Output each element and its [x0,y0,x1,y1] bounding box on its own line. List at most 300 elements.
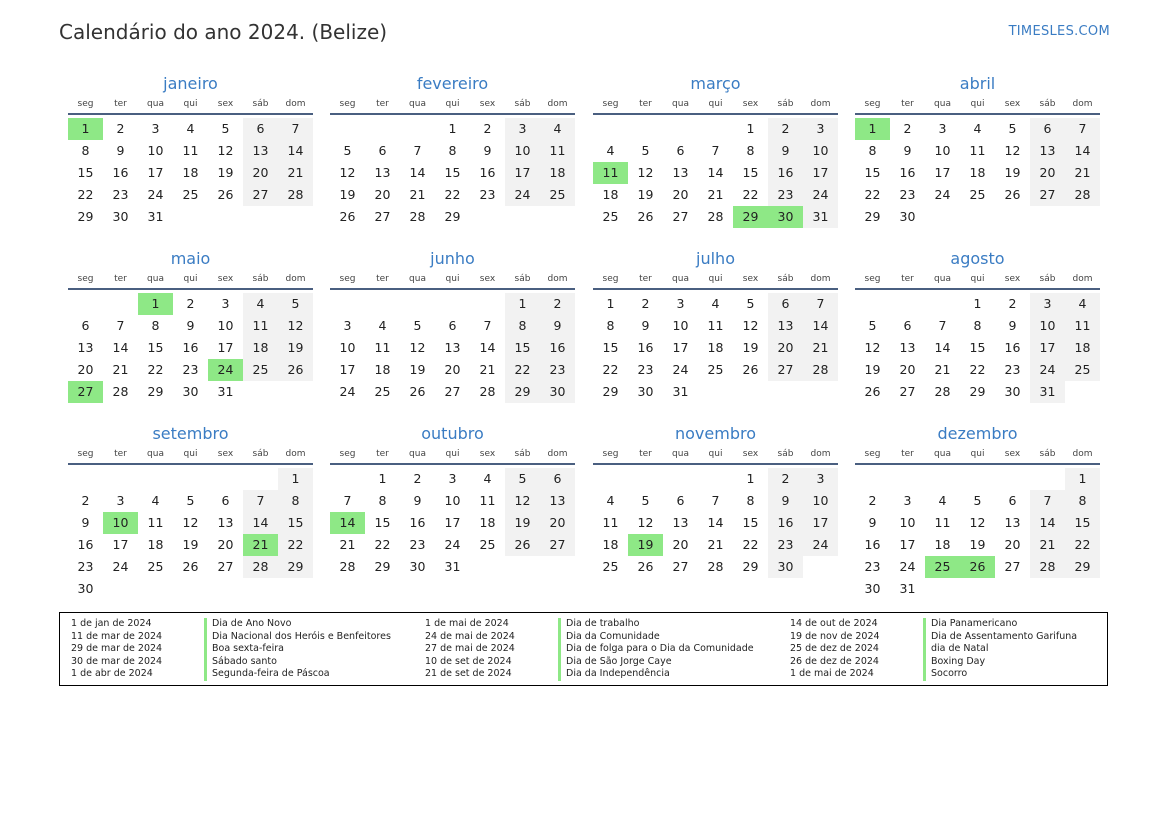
day-cell: 19 [278,337,313,359]
weekday-label: seg [864,99,881,109]
day-cell: 1 [746,121,755,136]
day-cell: 16 [540,337,575,359]
day-cell: 6 [1008,493,1017,508]
week-row [330,556,575,578]
day-cell: 6 [540,468,575,490]
day-cell: 29 [147,384,164,399]
day-cell: 29 [505,381,540,403]
holiday-name: Dia de Assentamento Garifuna [931,630,1078,642]
week-row [855,468,1100,490]
day-cell: 29 [77,209,94,224]
week-row [68,206,313,228]
week-row [68,162,313,184]
weekday-label: qui [183,99,198,109]
day-cell: 17 [899,537,916,552]
day-cell: 17 [444,515,461,530]
day-cell: 12 [864,340,881,355]
day-cell: 26 [505,534,540,556]
empty-cell [505,206,540,228]
day-cell: 21 [707,537,724,552]
day-cell: 19 [742,340,759,355]
day-cell: 26 [637,559,654,574]
weekday-label: qui [183,274,198,284]
day-cell: 15 [602,340,619,355]
week-row [68,293,313,315]
weekday-label: dom [1072,274,1093,284]
day-cell: 18 [374,362,391,377]
header-divider [330,288,575,290]
week-row [855,490,1100,512]
month-dezembro [855,422,1100,600]
day-cell: 13 [540,490,575,512]
day-cell: 3 [803,118,838,140]
holiday-marker [204,656,207,669]
weekday-label: seg [339,449,356,459]
day-cell: 12 [278,315,313,337]
month-name: dezembro [937,424,1018,443]
day-cell: 20 [243,162,278,184]
holiday-date: 26 de dez de 2024 [790,655,879,667]
day-cell: 7 [1065,118,1100,140]
day-cell: 24 [899,559,916,574]
holiday-day-cell: 14 [330,512,365,534]
day-cell: 13 [672,165,689,180]
day-cell: 7 [1030,490,1065,512]
week-row [855,337,1100,359]
day-cell: 17 [112,537,129,552]
day-cell: 17 [147,165,164,180]
day-cell: 28 [339,559,356,574]
day-cell: 14 [803,315,838,337]
day-cell: 25 [243,359,278,381]
day-cell: 9 [81,515,90,530]
day-cell: 2 [868,493,877,508]
week-row [855,206,1100,228]
day-cell: 4 [151,493,160,508]
day-cell: 19 [505,512,540,534]
week-row [593,468,838,490]
empty-cell [470,556,505,578]
day-cell: 3 [151,121,160,136]
day-cell: 19 [637,187,654,202]
week-row [68,184,313,206]
day-cell: 9 [483,143,492,158]
weekday-label: qua [147,274,164,284]
day-cell: 24 [803,534,838,556]
day-cell: 11 [243,315,278,337]
day-cell: 14 [707,515,724,530]
month-fevereiro [330,72,575,228]
month-name: janeiro [163,74,218,93]
day-cell: 2 [1008,296,1017,311]
empty-cell [278,381,313,403]
month-name: abril [959,74,996,93]
day-cell: 6 [81,318,90,333]
day-cell: 21 [112,362,129,377]
week-row [330,315,575,337]
day-cell: 31 [672,384,689,399]
weekday-label: sex [479,449,496,459]
day-cell: 9 [641,318,650,333]
day-cell: 26 [1004,187,1021,202]
day-cell: 27 [217,559,234,574]
holiday-marker [558,656,561,669]
week-row [855,381,1100,403]
day-cell: 26 [637,209,654,224]
day-cell: 10 [803,140,838,162]
day-cell: 31 [899,581,916,596]
day-cell: 20 [217,537,234,552]
day-cell: 7 [938,318,947,333]
weekday-label: seg [602,449,619,459]
day-cell: 21 [479,362,496,377]
day-cell: 19 [1004,165,1021,180]
day-cell: 5 [1008,121,1017,136]
day-cell: 4 [378,318,387,333]
day-cell: 22 [444,187,461,202]
day-cell: 14 [479,340,496,355]
day-cell: 15 [374,515,391,530]
day-cell: 7 [803,293,838,315]
day-cell: 8 [868,143,877,158]
day-cell: 28 [278,184,313,206]
day-cell: 21 [278,162,313,184]
day-cell: 13 [243,140,278,162]
day-cell: 22 [505,359,540,381]
weekday-label: qui [183,449,198,459]
empty-cell [698,118,733,140]
day-cell: 31 [217,384,234,399]
day-cell: 16 [864,537,881,552]
day-cell: 5 [186,493,195,508]
day-cell: 6 [243,118,278,140]
day-cell: 3 [221,296,230,311]
day-cell: 23 [768,534,803,556]
weekday-label: dom [810,449,831,459]
empty-cell [890,468,925,490]
day-cell: 17 [217,340,234,355]
day-cell: 25 [707,362,724,377]
weekday-label: seg [339,274,356,284]
empty-cell [173,206,208,228]
week-row [593,206,838,228]
legend-row [71,618,391,631]
month-novembro [593,422,838,578]
day-cell: 16 [479,165,496,180]
day-cell: 5 [641,143,650,158]
holiday-day-cell: 1 [855,118,890,140]
month-name: setembro [152,424,229,443]
holiday-marker [204,643,207,656]
day-cell: 8 [606,318,615,333]
day-cell: 27 [768,359,803,381]
weekday-label: sex [1004,99,1021,109]
day-cell: 12 [742,318,759,333]
empty-cell [925,293,960,315]
holiday-name: Dia Panamericano [931,618,1018,629]
week-row [68,337,313,359]
day-cell: 8 [746,493,755,508]
weekday-label: ter [639,449,652,459]
day-cell: 2 [540,293,575,315]
holiday-name: Dia da Independência [566,668,670,679]
day-cell: 13 [77,340,94,355]
day-cell: 3 [448,471,457,486]
legend-row [425,631,754,644]
day-cell: 14 [1030,512,1065,534]
empty-cell [803,556,838,578]
weekday-header [855,447,1100,461]
day-cell: 28 [1030,556,1065,578]
day-cell: 28 [707,209,724,224]
holiday-marker [558,668,561,681]
day-cell: 22 [77,187,94,202]
empty-cell [855,468,890,490]
legend-row [71,643,391,656]
day-cell: 22 [602,362,619,377]
day-cell: 21 [934,362,951,377]
month-março [593,72,838,228]
day-cell: 29 [278,556,313,578]
empty-cell [628,118,663,140]
day-cell: 27 [374,209,391,224]
holiday-name: Dia Nacional dos Heróis e Benfeitores [212,630,391,642]
day-cell: 3 [903,493,912,508]
week-row [855,512,1100,534]
day-cell: 18 [479,515,496,530]
empty-cell [138,578,173,600]
day-cell: 8 [505,315,540,337]
weekday-label: ter [901,274,914,284]
weekday-label: qua [672,274,689,284]
calendar-grid [68,72,1103,612]
holiday-marker [923,668,926,681]
day-cell: 1 [378,471,387,486]
holiday-legend [59,612,1108,686]
empty-cell [243,578,278,600]
weekday-label: sex [479,99,496,109]
day-cell: 6 [676,143,685,158]
day-cell: 28 [1065,184,1100,206]
day-cell: 8 [81,143,90,158]
day-cell: 25 [602,209,619,224]
day-cell: 7 [343,493,352,508]
holiday-day-cell: 10 [103,512,138,534]
week-row [855,118,1100,140]
week-row [593,534,838,556]
week-row [330,468,575,490]
day-cell: 16 [182,340,199,355]
month-name: outubro [421,424,484,443]
day-cell: 3 [938,121,947,136]
day-cell: 23 [77,559,94,574]
weekday-header [330,97,575,111]
weekday-label: qua [409,274,426,284]
week-row [330,359,575,381]
day-cell: 24 [934,187,951,202]
weekday-label: sáb [1039,99,1056,109]
holiday-day-cell: 1 [68,118,103,140]
day-cell: 5 [221,121,230,136]
empty-cell [103,468,138,490]
day-cell: 24 [147,187,164,202]
day-cell: 15 [77,165,94,180]
day-cell: 10 [505,140,540,162]
day-cell: 13 [672,515,689,530]
day-cell: 10 [899,515,916,530]
empty-cell [243,468,278,490]
weekday-label: qui [708,99,723,109]
empty-cell [995,468,1030,490]
legend-row [425,643,754,656]
weekday-header [68,447,313,461]
empty-cell [1065,206,1100,228]
empty-cell [925,206,960,228]
day-cell: 13 [1004,515,1021,530]
legend-row [790,618,1077,631]
week-row [68,556,313,578]
week-row [68,512,313,534]
day-cell: 18 [182,165,199,180]
day-cell: 9 [413,493,422,508]
day-cell: 1 [448,121,457,136]
weekday-label: qui [445,274,460,284]
month-name: maio [170,249,211,268]
weekday-label: sáb [777,449,794,459]
day-cell: 7 [278,118,313,140]
holiday-name: Boxing Day [931,655,986,667]
holiday-name: dia de Natal [931,643,989,654]
empty-cell [365,293,400,315]
day-cell: 14 [1065,140,1100,162]
day-cell: 2 [768,468,803,490]
day-cell: 5 [413,318,422,333]
day-cell: 28 [803,359,838,381]
day-cell: 18 [707,340,724,355]
weekday-label: qui [970,99,985,109]
weekday-label: seg [77,99,94,109]
day-cell: 21 [803,337,838,359]
day-cell: 27 [444,384,461,399]
day-cell: 9 [540,315,575,337]
weekday-label: seg [864,274,881,284]
holiday-name: Segunda-feira de Páscoa [212,668,330,679]
day-cell: 6 [676,493,685,508]
day-cell: 12 [182,515,199,530]
day-cell: 15 [505,337,540,359]
day-cell: 8 [151,318,160,333]
day-cell: 29 [374,559,391,574]
day-cell: 10 [339,340,356,355]
day-cell: 6 [448,318,457,333]
day-cell: 15 [742,165,759,180]
day-cell: 27 [899,384,916,399]
day-cell: 26 [182,559,199,574]
day-cell: 18 [602,187,619,202]
day-cell: 2 [81,493,90,508]
weekday-label: sáb [1039,449,1056,459]
holiday-day-cell: 30 [768,206,803,228]
day-cell: 23 [864,559,881,574]
weekday-label: dom [285,274,306,284]
day-cell: 8 [1065,490,1100,512]
day-cell: 8 [973,318,982,333]
week-row [68,468,313,490]
weekday-label: seg [864,449,881,459]
header-divider [68,463,313,465]
legend-row [790,631,1077,644]
legend-row [425,618,754,631]
day-cell: 6 [768,293,803,315]
day-cell: 9 [186,318,195,333]
holiday-day-cell: 29 [733,206,768,228]
empty-cell [243,381,278,403]
holiday-date: 1 de mai de 2024 [425,618,509,629]
day-cell: 5 [973,493,982,508]
day-cell: 31 [444,559,461,574]
day-cell: 5 [505,468,540,490]
day-cell: 23 [899,187,916,202]
week-row [593,359,838,381]
day-cell: 12 [409,340,426,355]
day-cell: 27 [540,534,575,556]
holiday-day-cell: 21 [243,534,278,556]
legend-row [790,643,1077,656]
day-cell: 2 [903,121,912,136]
brand-link[interactable]: TIMESLES.COM [1008,24,1110,39]
empty-cell [540,556,575,578]
holiday-marker [923,618,926,631]
day-cell: 20 [77,362,94,377]
day-cell: 13 [217,515,234,530]
day-cell: 14 [707,165,724,180]
empty-cell [365,118,400,140]
day-cell: 20 [672,187,689,202]
day-cell: 29 [742,559,759,574]
header-divider [68,288,313,290]
day-cell: 28 [707,559,724,574]
empty-cell [540,206,575,228]
day-cell: 7 [413,143,422,158]
empty-cell [960,578,995,600]
day-cell: 2 [768,118,803,140]
day-cell: 6 [1030,118,1065,140]
empty-cell [400,118,435,140]
day-cell: 16 [768,512,803,534]
day-cell: 12 [637,515,654,530]
day-cell: 18 [147,537,164,552]
empty-cell [995,578,1030,600]
day-cell: 21 [1030,534,1065,556]
day-cell: 1 [746,471,755,486]
day-cell: 7 [711,143,720,158]
empty-cell [400,293,435,315]
day-cell: 22 [1065,534,1100,556]
week-row [593,315,838,337]
week-row [68,118,313,140]
empty-cell [803,381,838,403]
weekday-label: ter [376,99,389,109]
day-cell: 21 [1065,162,1100,184]
empty-cell [68,468,103,490]
weekday-label: qui [970,274,985,284]
weekday-label: dom [547,99,568,109]
weekday-header [593,447,838,461]
month-julho [593,247,838,403]
day-cell: 1 [278,468,313,490]
header-divider [68,113,313,115]
day-cell: 13 [768,315,803,337]
